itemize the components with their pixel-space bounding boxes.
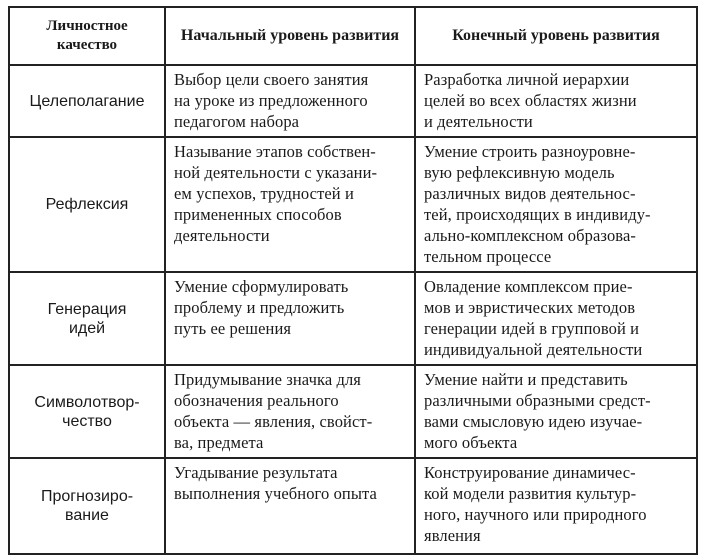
initial-level-line: путь ее решения xyxy=(174,319,292,338)
initial-level-cell xyxy=(165,272,415,365)
final-level-line: индивидуальной деятельности xyxy=(424,340,643,359)
final-level-cell xyxy=(415,458,697,554)
table-row xyxy=(9,365,697,458)
personal-quality-cell xyxy=(9,365,165,458)
initial-level-line: деятельности xyxy=(174,226,270,245)
final-level-line: целей во всех областях жизни xyxy=(424,91,637,110)
initial-level-line: объекта — явления, свойст- xyxy=(174,412,373,431)
initial-level-line: примененных способов xyxy=(174,205,342,224)
header-personal-quality xyxy=(9,7,165,65)
final-level-line: Разработка личной иерархии xyxy=(424,70,630,89)
final-level-line: вами смысловую идею изучае- xyxy=(424,412,643,431)
quality-line: Рефлексия xyxy=(45,196,129,213)
final-level-line: Умение найти и представить xyxy=(424,370,628,389)
initial-level-line: Придумывание значка для xyxy=(174,370,361,389)
final-level-line: явления xyxy=(424,526,481,545)
final-level-line: и деятельности xyxy=(424,112,533,131)
final-level-line: кой модели развития культур- xyxy=(424,484,637,503)
final-level-line: различных видов деятельнос- xyxy=(424,184,636,203)
table-row xyxy=(9,137,697,272)
table-row xyxy=(9,458,697,554)
initial-level-line: Умение сформулировать xyxy=(174,277,349,296)
final-level-line: тельном процессе xyxy=(424,247,552,266)
initial-level-line: обозначения реального xyxy=(174,391,339,410)
header-quality-line-2: качество xyxy=(56,37,118,53)
table-row xyxy=(9,65,697,137)
final-level-line: ально-комплексном образова- xyxy=(424,226,636,245)
final-level-line: вую рефлексивную модель xyxy=(424,163,615,182)
initial-level-cell xyxy=(165,458,415,554)
quality-line: Генерация xyxy=(47,300,127,318)
final-level-cell xyxy=(415,65,697,137)
header-quality-line-1: Личностное xyxy=(46,18,128,34)
final-level-line: тей, происходящих в индивиду- xyxy=(424,205,651,224)
header-initial-level: Начальный уровень развития xyxy=(165,7,415,65)
initial-level-line: ной деятельности с указани- xyxy=(174,163,378,182)
final-level-cell xyxy=(415,365,697,458)
initial-level-line: проблему и предложить xyxy=(174,298,345,317)
initial-level-line: ем успехов, трудностей и xyxy=(174,184,354,203)
personal-quality-cell xyxy=(9,137,165,272)
development-levels-table xyxy=(8,6,698,555)
quality-line: Прогнозиро- xyxy=(40,488,134,505)
personal-quality-cell xyxy=(9,65,165,137)
final-level-cell xyxy=(415,137,697,272)
final-level-line: мов и эвристических методов xyxy=(424,298,636,317)
final-level-line: ного, научного или природного xyxy=(424,505,647,524)
final-level-line: Овладение комплексом прие- xyxy=(424,277,633,296)
final-level-line: генерации идей в групповой и xyxy=(424,319,640,338)
initial-level-line: Называние этапов собствен- xyxy=(174,142,376,161)
initial-level-line: Угадывание результата xyxy=(174,463,338,482)
quality-line: чество xyxy=(62,412,112,430)
table-header-row xyxy=(9,7,697,65)
comparison-table-container xyxy=(8,6,696,545)
initial-level-cell xyxy=(165,65,415,137)
final-level-cell xyxy=(415,272,697,365)
personal-quality-cell xyxy=(9,458,165,554)
quality-line: вание xyxy=(65,507,109,524)
initial-level-line: выполнения учебного опыта xyxy=(174,484,377,503)
quality-line: идей xyxy=(68,319,106,337)
initial-level-line: Выбор цели своего занятия xyxy=(174,70,369,89)
header-final-level: Конечный уровень развития xyxy=(415,7,697,65)
initial-level-cell xyxy=(165,365,415,458)
initial-level-line: педагогом набора xyxy=(174,112,300,131)
quality-line: Символотвор- xyxy=(34,393,140,411)
initial-level-line: на уроке из предложенного xyxy=(174,91,368,110)
final-level-line: различными образными средст- xyxy=(424,391,651,410)
final-level-line: мого объекта xyxy=(424,433,518,452)
quality-line: Целеполагание xyxy=(29,92,145,110)
initial-level-cell xyxy=(165,137,415,272)
final-level-line: Конструирование динамичес- xyxy=(424,463,636,482)
final-level-line: Умение строить разноуровне- xyxy=(424,142,636,161)
table-row xyxy=(9,272,697,365)
personal-quality-cell xyxy=(9,272,165,365)
initial-level-line: ва, предмета xyxy=(174,433,264,452)
